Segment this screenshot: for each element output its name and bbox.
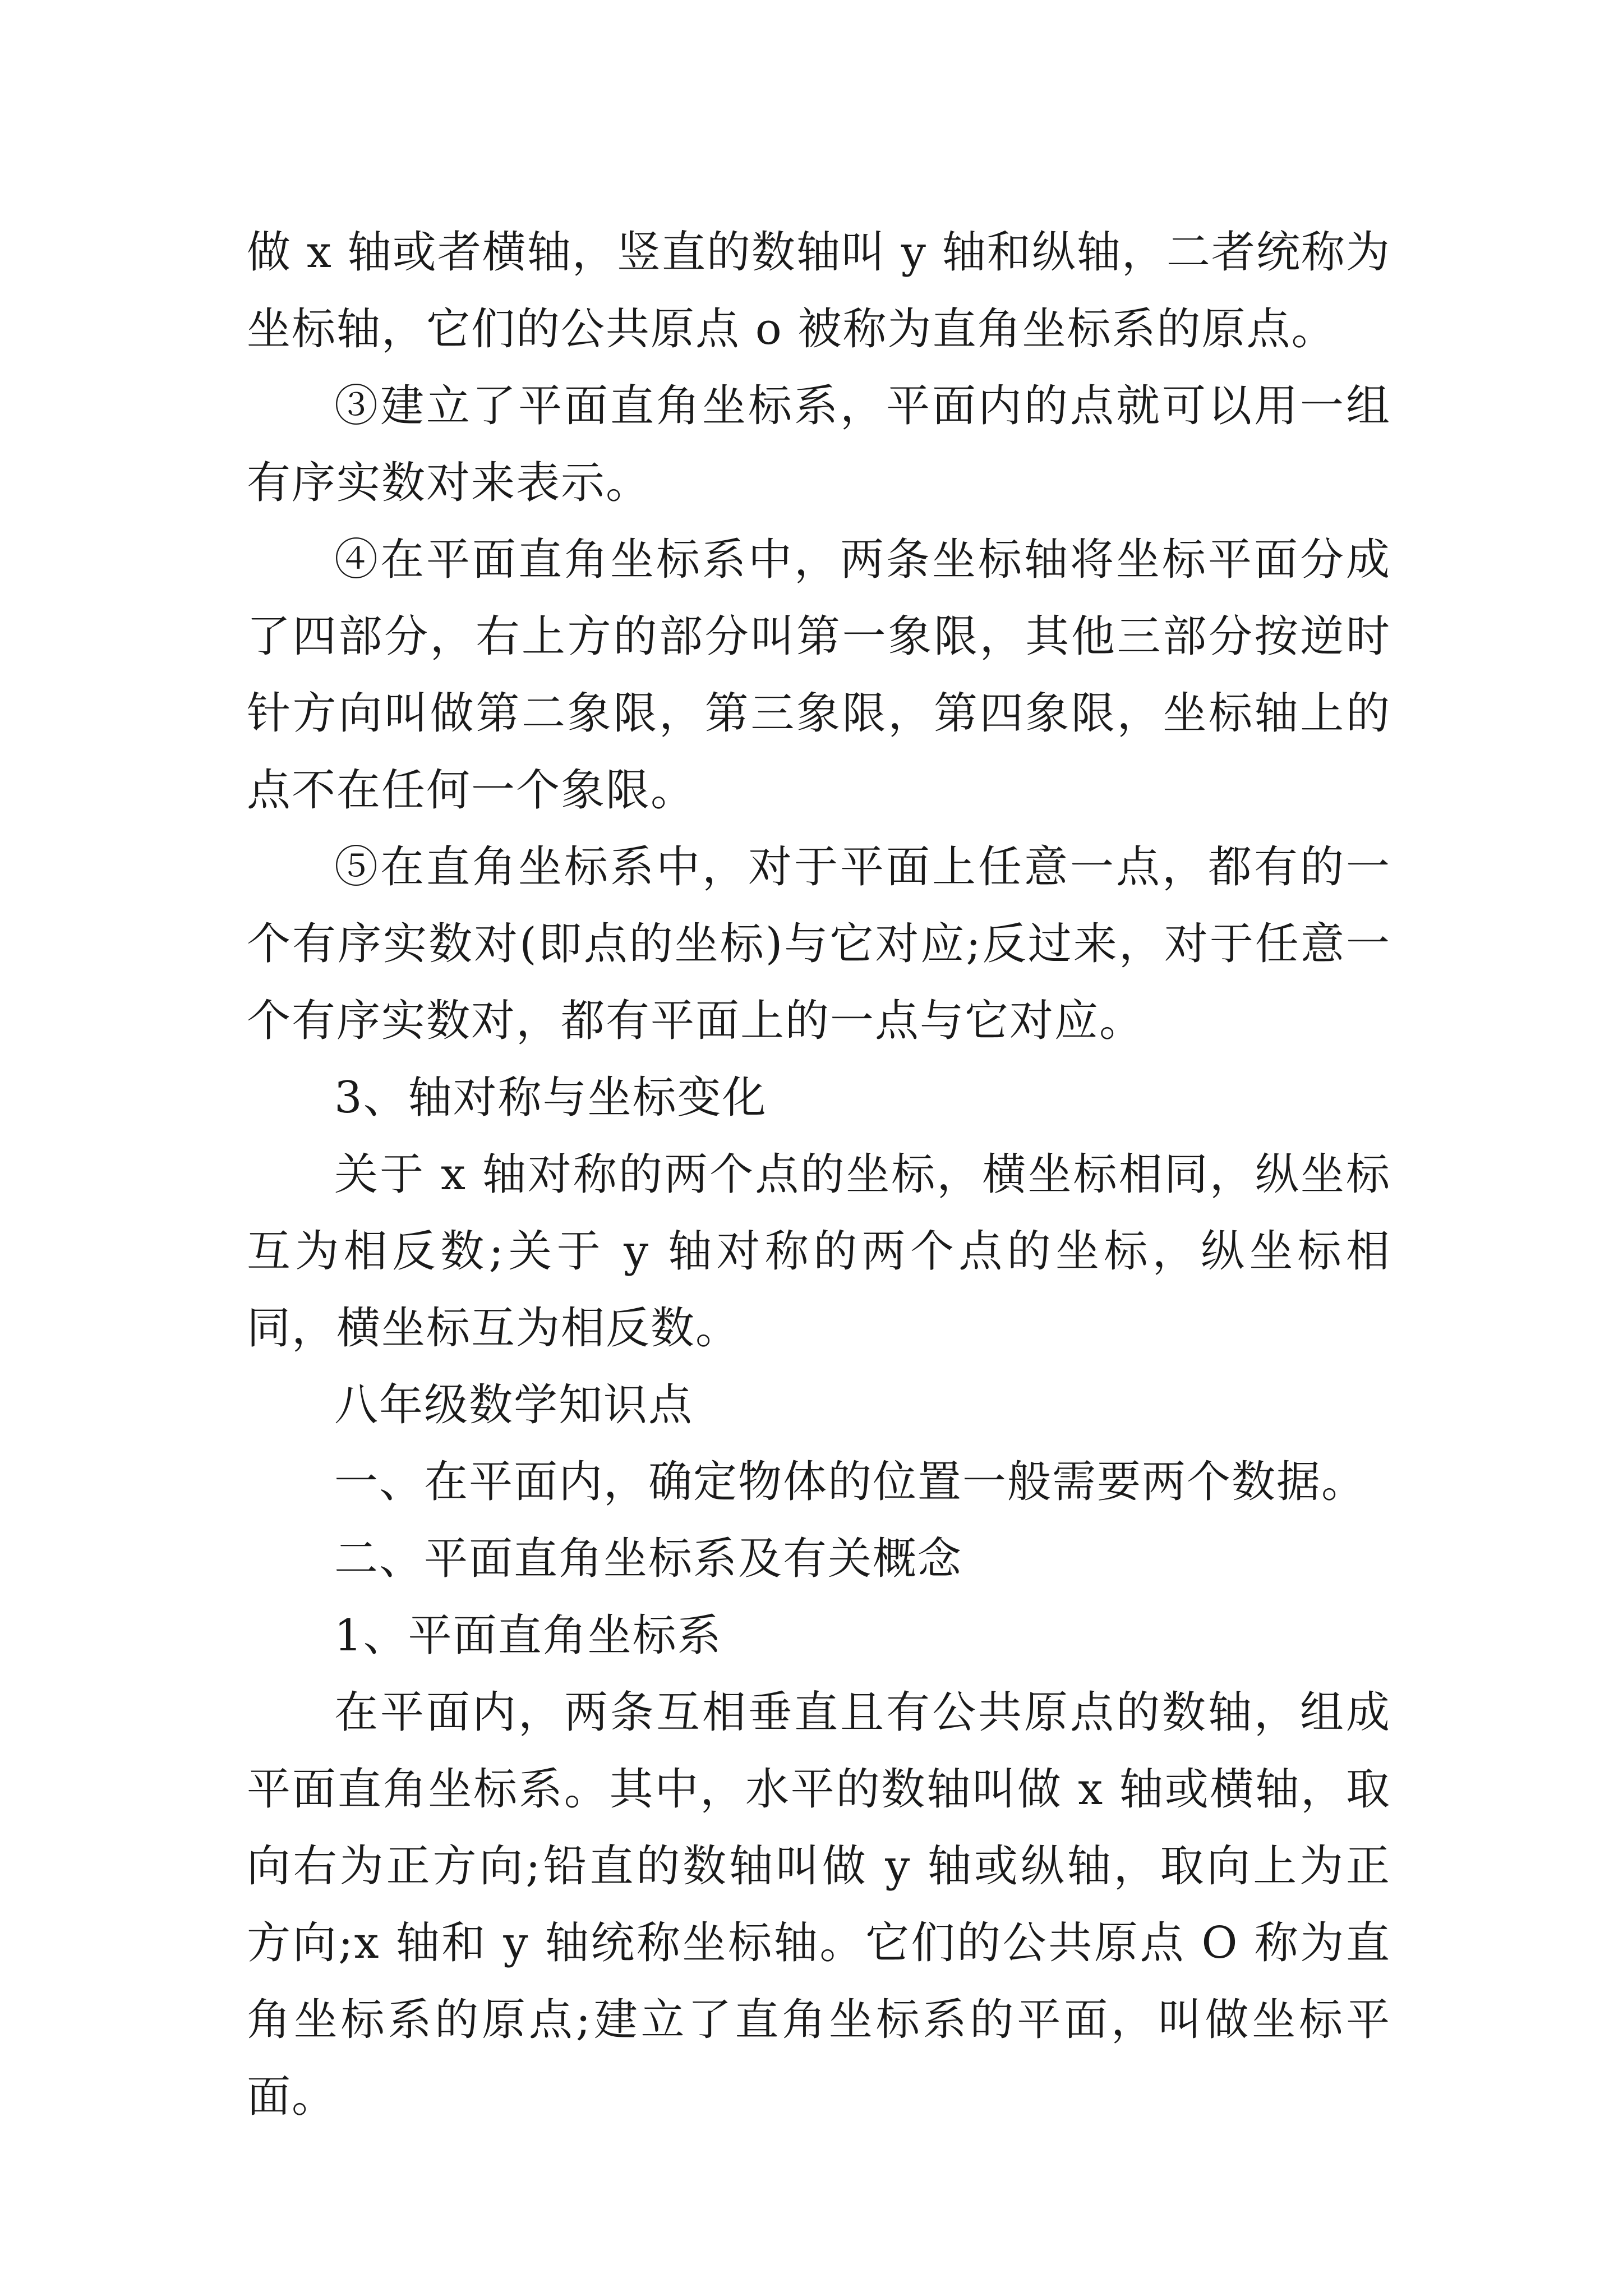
paragraph-position-data: 一、在平面内，确定物体的位置一般需要两个数据。: [334, 1457, 1367, 1507]
paragraph-symmetry-rules: 关于 x 轴对称的两个点的坐标，横坐标相同，纵坐标互为相反数;关于 y 轴对称的两个点的坐标，纵坐标相同，横坐标互为相反数。: [247, 1149, 1391, 1354]
section-heading-symmetry: 3、轴对称与坐标变化: [334, 1073, 767, 1123]
paragraph-coordinate-system-definition: 在平面内，两条互相垂直且有公共原点的数轴，组成平面直角坐标系。其中，水平的数轴叫做 x 轴或横轴，取向右为正方向;铅直的数轴叫做 y 轴或纵轴，取向上为正方向;x 轴和 y 轴统称坐标轴。它们的公共原点 O 称为直角坐标系的原点;建立了直角坐标系的平面，叫做坐标平面。: [247, 1687, 1391, 2122]
heading-grade8-math: 八年级数学知识点: [334, 1380, 694, 1430]
paragraph-axis-definition: 做 x 轴或者横轴，竖直的数轴叫 y 轴和纵轴，二者统称为坐标轴，它们的公共原点 o 被称为直角坐标系的原点。: [247, 227, 1391, 355]
subheading-coordinate-system: 1、平面直角坐标系: [334, 1611, 722, 1661]
paragraph-ordered-pairs: ③建立了平面直角坐标系，平面内的点就可以用一组有序实数对来表示。: [247, 381, 1391, 508]
paragraph-quadrants: ④在平面直角坐标系中，两条坐标轴将坐标平面分成了四部分，右上方的部分叫第一象限，其他三部分按逆时针方向叫做第二象限，第三象限，第四象限，坐标轴上的点不在任何一个象限。: [247, 535, 1391, 816]
document-body: [247, 214, 1391, 2136]
paragraph-correspondence: ⑤在直角坐标系中，对于平面上任意一点，都有的一个有序实数对(即点的坐标)与它对应;反过来，对于任意一个有序实数对，都有平面上的一点与它对应。: [247, 842, 1391, 1046]
section-heading-coordinate-concepts: 二、平面直角坐标系及有关概念: [334, 1534, 963, 1584]
